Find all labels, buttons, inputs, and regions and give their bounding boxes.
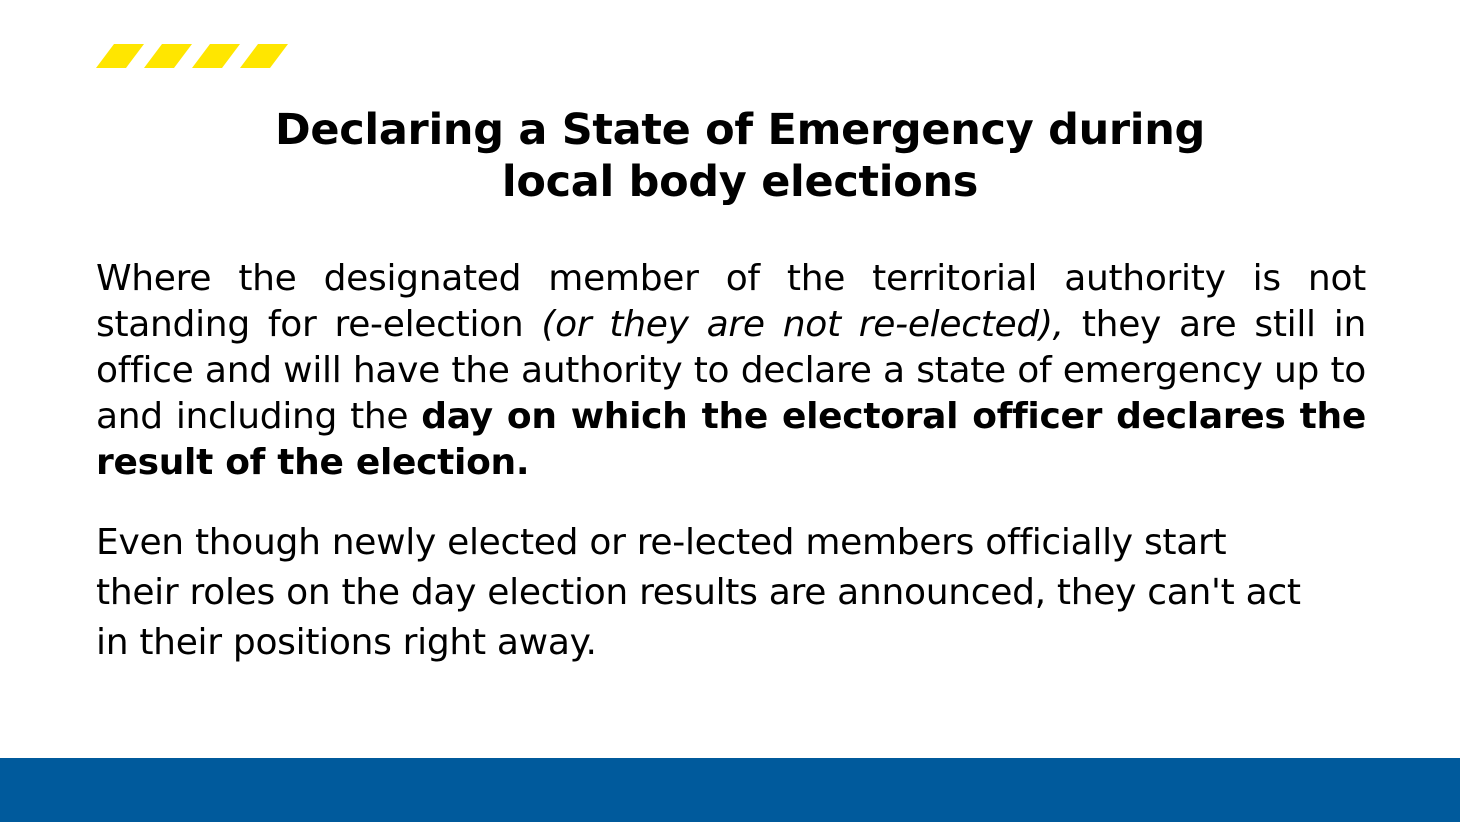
paragraph-2-line-1: Even though newly elected or re-lected members officially start [96, 522, 1227, 563]
stripe-1 [96, 44, 144, 68]
paragraph-1-bold: day on which the electoral officer declares the result of the election. [96, 396, 1366, 483]
footer-bar [0, 758, 1460, 822]
stripe-2 [144, 44, 192, 68]
paragraph-1-text-a: Where the designated member of the territorial authority is not standing for re-election [96, 258, 1366, 345]
paragraph-1-italic: (or they are not re-elected), [541, 304, 1064, 345]
stripe-4 [240, 44, 288, 68]
paragraph-2-line-2: their roles on the day election results are announced, they can't act [96, 572, 1301, 613]
hazard-stripes-icon [96, 44, 296, 68]
paragraph-2-line-3: in their positions right away. [96, 622, 597, 663]
paragraph-1-text-b: they are still in office and will have the authority to declare a state of emergency up to and including the [96, 304, 1366, 437]
paragraph-2 [96, 518, 1366, 668]
title-line-1: Declaring a State of Emergency during [274, 105, 1206, 155]
stripe-3 [192, 44, 240, 68]
title-line-2: local body elections [501, 157, 979, 207]
paragraph-1 [96, 256, 1366, 486]
slide-title [230, 104, 1250, 208]
